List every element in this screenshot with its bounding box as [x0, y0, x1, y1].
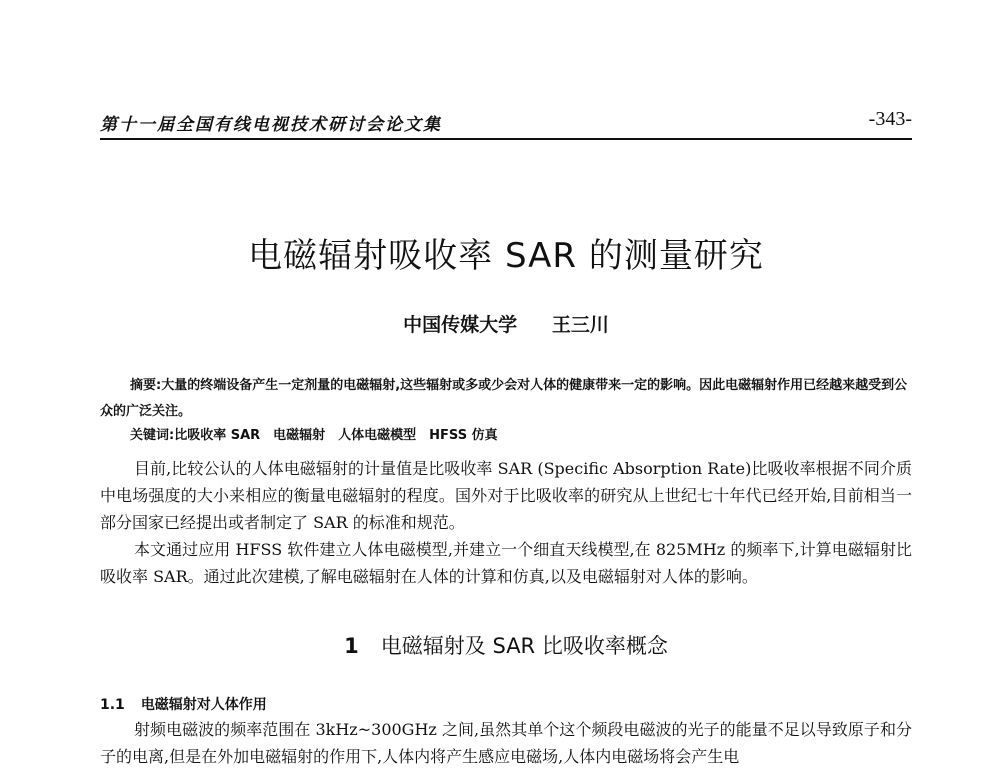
subsection-heading: [100, 694, 267, 714]
keywords: 关键词:比吸收率 SAR 电磁辐射 人体电磁模型 HFSS 仿真: [130, 428, 498, 443]
section-number: 1: [344, 634, 359, 658]
journal-title: 第十一届全国有线电视技术研讨会论文集: [100, 115, 442, 135]
paper-title: 电磁辐射吸收率 SAR 的测量研究: [248, 236, 764, 276]
author-affiliation: 中国传媒大学: [403, 314, 518, 336]
paragraph: 本文通过应用 HFSS 软件建立人体电磁模型,并建立一个细直天线模型,在 825MHz 的频率下,计算电磁辐射比吸收率 SAR。通过此次建模,了解电磁辐射在人体的计算和仿真,以及电磁辐射对人体的影响。: [100, 540, 912, 586]
running-header: [100, 108, 912, 140]
subsection-title: 电磁辐射对人体作用: [140, 697, 267, 713]
page-number: -343-: [868, 108, 912, 130]
abstract-text: 摘要:大量的终端设备产生一定剂量的电磁辐射,这些辐射或多或少会对人体的健康带来一定的影响。因此电磁辐射作用已经越来越受到公众的广泛关注。: [100, 378, 908, 419]
paragraph: 射频电磁波的频率范围在 3kHz~300GHz 之间,虽然其单个这个频段电磁波的光子的能量不足以导致原子和分子的电离,但是在外加电磁辐射的作用下,人体内将产生感应电磁场,人体内电磁场将会产生电: [100, 720, 912, 766]
body-text-continued: [100, 716, 912, 770]
abstract: [100, 373, 912, 425]
author-line: [100, 310, 912, 337]
section-title: 电磁辐射及 SAR 比吸收率概念: [380, 634, 668, 658]
subsection-number: 1.1: [100, 697, 125, 713]
author-name: 王三川: [551, 314, 609, 336]
paragraph: 目前,比较公认的人体电磁辐射的计量值是比吸收率 SAR (Specific Absorption Rate)比吸收率根据不同介质中电场强度的大小来相应的衡量电磁辐射的程度。国外对于比吸收率的研究从上世纪七十年代已经开始,目前相当一部分国家已经提出或者制定了 SAR 的标准和规范。: [100, 459, 912, 532]
section-heading: [100, 630, 912, 660]
body-text: [100, 455, 912, 590]
